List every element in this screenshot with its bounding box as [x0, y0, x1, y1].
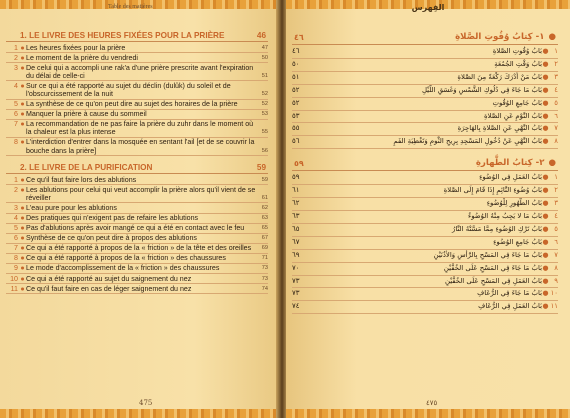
entry-title-arabic: بَابُ مَا لا يَجِبُ مِنْهُ الوُضُوءُ — [468, 211, 542, 220]
entry-page-arabic: ٧٠ — [292, 263, 300, 272]
entry-page-arabic: ٥٥ — [292, 124, 300, 133]
entry-title: Le moment de la prière du vendredi — [26, 53, 138, 62]
toc-entry[interactable] — [6, 43, 268, 53]
running-head-arabic: الفِهرس — [411, 3, 445, 12]
chapter-title: 1. LE LIVRE DES HEURES FIXÉES POUR LA PRIÈRE — [20, 31, 225, 40]
bullet-icon: ● — [20, 203, 25, 212]
entry-number-arabic: ٦ — [554, 237, 558, 246]
entry-title: Ce qu'il faut faire en cas de léger saignement du nez — [26, 284, 192, 293]
entry-title-arabic: بَابُ جَامِعِ الوُضُوءِ — [493, 237, 542, 246]
entry-number: 11 — [10, 284, 18, 293]
entry-title-arabic: بَابُ العَمَلِ فِي المَسْحِ عَلَى الخُفَّيْنِ — [444, 276, 542, 285]
bullet-icon: ● — [20, 244, 25, 253]
toc-entry-arabic[interactable] — [292, 98, 558, 111]
chapter-page-arabic: ٥٩ — [294, 158, 304, 168]
chapter-page-arabic: ٤٦ — [294, 32, 304, 42]
entry-page-arabic: ٦٥ — [292, 224, 300, 233]
entry-page-arabic: ٥٦ — [292, 137, 300, 146]
bullet-icon: ● — [542, 111, 549, 120]
toc-entry-arabic[interactable] — [292, 263, 558, 276]
entry-page: 53 — [261, 111, 268, 118]
entry-title: Ce qui a été rapporté à propos de la « friction » des chaussures — [26, 254, 226, 263]
entry-page: 47 — [261, 44, 268, 51]
chapter-title: 2. LE LIVRE DE LA PURIFICATION — [20, 163, 153, 173]
toc-entry[interactable] — [6, 264, 268, 274]
toc-entry-arabic[interactable] — [292, 237, 558, 250]
bullet-icon: ● — [542, 276, 549, 285]
toc-entry-arabic[interactable] — [292, 276, 558, 289]
chapter-title-arabic: ٢- كِتابُ الطَّهارةِ — [475, 158, 545, 169]
entry-number-arabic: ٥ — [554, 224, 558, 233]
bullet-icon: ● — [542, 211, 549, 220]
bullet-icon: ● — [548, 32, 556, 42]
bullet-icon: ● — [542, 302, 549, 311]
bullet-icon: ● — [548, 158, 556, 169]
entry-number-arabic: ١ — [554, 173, 558, 182]
entry-title: Pas d'ablutions après avoir mangé ce qui a été en contact avec le feu — [26, 224, 245, 233]
entry-title-arabic: بَابُ العَمَلِ فِي الرُّعَافِ — [478, 302, 542, 311]
entry-title-arabic: بَابُ العَمَلِ فِي الوُضُوءِ — [479, 173, 542, 182]
toc-entry[interactable] — [6, 254, 268, 264]
chapter-heading-arabic[interactable] — [292, 30, 558, 45]
entry-title: Le mode d'accomplissement de la « friction » des chaussures — [26, 264, 220, 273]
bullet-icon: ● — [20, 185, 25, 194]
entry-page: 61 — [261, 194, 268, 201]
entry-number: 8 — [14, 254, 18, 263]
entry-title: Synthèse de ce qu'on peut dire à propos des ablutions — [26, 234, 197, 243]
bullet-icon: ● — [20, 284, 25, 293]
right-page — [286, 0, 570, 418]
toc-entry[interactable] — [6, 175, 268, 185]
entry-page: 52 — [261, 90, 268, 97]
toc-arabic — [292, 30, 558, 314]
entry-page: 52 — [261, 101, 268, 108]
entry-title: La recommandation de ne pas faire la prière du zuhr dans le moment où la chaleur est la plus intense — [26, 120, 254, 137]
entry-number: 10 — [10, 274, 18, 283]
toc-entry-arabic[interactable] — [292, 59, 558, 72]
entry-number-arabic: ٧ — [554, 124, 558, 133]
entry-page: 69 — [261, 245, 268, 252]
entry-number: 4 — [14, 81, 18, 90]
toc-entry-arabic[interactable] — [292, 288, 558, 301]
toc-entry[interactable] — [6, 110, 268, 120]
bullet-icon: ● — [542, 237, 549, 246]
entry-title: Les heures fixées pour la prière — [26, 43, 126, 52]
entry-title: Des pratiques qui n'exigent pas de refaire les ablutions — [26, 214, 199, 222]
toc-entry-arabic[interactable] — [292, 72, 558, 85]
entry-title-arabic: بَابُ وُقُوتِ الصَّلاةِ — [492, 47, 542, 55]
entry-page-arabic: ٧٣ — [292, 276, 300, 285]
toc-entry-arabic[interactable] — [292, 85, 558, 98]
entry-page: 73 — [261, 265, 268, 272]
bullet-icon: ● — [542, 124, 549, 133]
bullet-icon: ● — [20, 120, 25, 129]
chapter-page: 46 — [256, 31, 266, 40]
entry-page-arabic: ٦٧ — [292, 237, 300, 246]
entry-page: 63 — [261, 215, 268, 221]
entry-page-arabic: ٦٩ — [292, 250, 300, 259]
entry-title-arabic: بَابُ جَامِعِ الوُقُوتِ — [492, 98, 542, 107]
entry-page: 55 — [261, 129, 268, 136]
chapter-heading-arabic[interactable] — [292, 156, 558, 171]
entry-number-arabic: ٦ — [554, 111, 558, 120]
bullet-icon: ● — [542, 199, 549, 208]
entry-number-arabic: ١ — [554, 47, 558, 55]
entry-number: 5 — [14, 224, 18, 233]
entry-page: 50 — [261, 54, 268, 61]
entry-number-arabic: ١٠ — [550, 289, 558, 298]
page-number-arabic: ٤٧٥ — [426, 399, 438, 407]
toc-entry[interactable] — [6, 284, 268, 294]
entry-number-arabic: ٤ — [554, 85, 558, 94]
bullet-icon: ● — [20, 254, 25, 263]
entry-page-arabic: ٥٢ — [292, 98, 300, 107]
toc-entry-arabic[interactable] — [292, 211, 558, 224]
decorative-border-bottom — [286, 409, 570, 418]
entry-page-arabic: ٥٣ — [292, 111, 300, 120]
entry-number: 6 — [14, 110, 18, 119]
entry-page: 73 — [261, 275, 268, 282]
entry-number-arabic: ١١ — [550, 302, 558, 311]
toc-entry[interactable] — [6, 53, 268, 63]
entry-title: Sur ce qui a été rapporté au sujet du déclin (dulûk) du soleil et de l'obscurcissement de la nuit — [26, 81, 231, 98]
bullet-icon: ● — [542, 98, 549, 107]
entry-page: 71 — [261, 255, 268, 262]
bullet-icon: ● — [542, 224, 549, 233]
bullet-icon: ● — [20, 43, 25, 52]
bullet-icon: ● — [20, 224, 25, 233]
toc-french — [6, 30, 268, 294]
bullet-icon: ● — [542, 263, 549, 272]
entry-page: 51 — [261, 72, 268, 79]
bullet-icon: ● — [542, 173, 549, 182]
bullet-icon: ● — [20, 53, 25, 62]
entry-title-arabic: بَابُ مَا جَاءَ فِي المَسْحِ عَلَى الخُفَّيْنِ — [443, 263, 542, 272]
entry-page-arabic: ٥١ — [292, 72, 300, 81]
chapter-heading[interactable] — [6, 30, 268, 42]
entry-number: 4 — [14, 214, 18, 222]
bullet-icon: ● — [20, 100, 25, 109]
entry-page: 56 — [261, 147, 268, 154]
entry-number: 6 — [14, 234, 18, 243]
toc-entry[interactable] — [6, 81, 268, 99]
toc-entry[interactable] — [6, 100, 268, 110]
toc-entry-arabic[interactable] — [292, 224, 558, 237]
entry-number-arabic: ٢ — [554, 59, 558, 68]
entry-number-arabic: ٩ — [554, 276, 558, 285]
entry-title-arabic: بَابُ تَرْكِ الوُضُوءِ مِمَّا مَسَّتْهُ النَّارُ — [452, 224, 542, 233]
bullet-icon: ● — [20, 63, 25, 72]
bullet-icon: ● — [20, 274, 25, 283]
toc-entry[interactable] — [6, 203, 268, 213]
entry-title: Manquer la prière à cause du sommeil — [26, 110, 147, 119]
entry-title: De celui qui a accompli une rak'a d'une prière prescrite avant l'expiration du délai de celle-ci — [26, 63, 254, 80]
entry-number: 1 — [14, 175, 18, 184]
toc-entry[interactable] — [6, 214, 268, 224]
entry-page-arabic: ٥٠ — [292, 59, 300, 68]
entry-title-arabic: بَابُ النَّوْمِ عَنِ الصَّلاةِ — [483, 111, 542, 120]
bullet-icon: ● — [542, 72, 549, 81]
entry-title: Les ablutions pour celui qui veut accomplir la prière alors qu'il vient de se réveiller — [26, 185, 256, 202]
toc-entry[interactable] — [6, 234, 268, 244]
entry-title-arabic: بَابُ مَا جَاءَ فِي المَسْحِ بِالرَّأْسِ وَالأُذُنَيْنِ — [433, 250, 542, 259]
entry-page-arabic: ٦٢ — [292, 199, 300, 208]
entry-page: 65 — [261, 225, 268, 232]
toc-entry-arabic[interactable] — [292, 111, 558, 124]
entry-number: 9 — [14, 264, 18, 273]
entry-title-arabic: بَابُ وُضُوءِ النَّائِمِ إِذَا قَامَ إِلَى الصَّلاةِ — [443, 186, 542, 195]
entry-number: 2 — [14, 185, 18, 194]
toc-entry-arabic[interactable] — [292, 250, 558, 263]
entry-number-arabic: ٥ — [554, 98, 558, 107]
entry-title: L'eau pure pour les ablutions — [26, 203, 117, 212]
toc-entry-arabic[interactable] — [292, 198, 558, 211]
entry-page: 74 — [261, 285, 268, 292]
bullet-icon: ● — [20, 175, 25, 184]
entry-number-arabic: ٣ — [554, 199, 558, 208]
bullet-icon: ● — [20, 264, 25, 273]
entry-number-arabic: ٢ — [554, 186, 558, 195]
entry-title-arabic: بَابُ النَّهْيِ عَنْ دُخُولِ المَسْجِدِ بِرِيحِ الثُّومِ وَتَغْطِيَةِ الفَمِ — [393, 137, 542, 146]
entry-number-arabic: ٣ — [554, 72, 558, 81]
entry-number: 3 — [14, 203, 18, 212]
entry-number-arabic: ٧ — [554, 250, 558, 259]
entry-page-arabic: ٥٢ — [292, 85, 300, 94]
toc-entry-arabic[interactable] — [292, 172, 558, 185]
entry-title-arabic: بَابُ وَقْتِ الجُمُعَةِ — [494, 59, 542, 68]
page-number: 475 — [139, 399, 153, 407]
entry-page-arabic: ٧٤ — [292, 302, 300, 311]
entry-number: 3 — [14, 63, 18, 72]
entry-title-arabic: بَابُ مَا جَاءَ فِي الرُّعَافِ — [477, 289, 542, 298]
entry-number-arabic: ٨ — [554, 137, 558, 146]
left-page — [0, 0, 278, 418]
entry-page-arabic: ٤٦ — [292, 47, 300, 55]
entry-title: Ce qu'il faut faire lors des ablutions — [26, 175, 137, 184]
decorative-border-bottom — [0, 409, 278, 418]
entry-title: La synthèse de ce qu'on peut dire au sujet des horaires de la prière — [26, 100, 238, 109]
entry-number: 8 — [14, 138, 18, 147]
chapter-heading[interactable] — [6, 162, 268, 174]
toc-entry-arabic[interactable] — [292, 136, 558, 149]
entry-title-arabic: بَابُ مَا جَاءَ فِي دُلُوكِ الشَّمْسِ وَغَسَقِ اللَّيْلِ — [421, 85, 542, 94]
entry-number: 5 — [14, 100, 18, 109]
bullet-icon: ● — [20, 214, 25, 222]
entry-title-arabic: بَابُ الطَّهُورِ لِلْوُضُوءِ — [486, 199, 542, 208]
bullet-icon: ● — [20, 234, 25, 243]
entry-title-arabic: بَابُ النَّهْيِ عَنِ الصَّلاةِ بِالهَاجِرَةِ — [457, 124, 542, 133]
toc-entry[interactable] — [6, 185, 268, 203]
toc-entry-arabic[interactable] — [292, 123, 558, 136]
bullet-icon: ● — [20, 138, 25, 147]
chapter-title-arabic: ١- كِتابُ وُقُوتِ الصَّلاةِ — [455, 32, 545, 42]
toc-entry-arabic[interactable] — [292, 301, 558, 314]
entry-number: 2 — [14, 53, 18, 62]
toc-entry[interactable] — [6, 138, 268, 156]
bullet-icon: ● — [542, 85, 549, 94]
entry-page-arabic: ٦٣ — [292, 211, 300, 220]
toc-entry-arabic[interactable] — [292, 185, 558, 198]
entry-page-arabic: ٥٩ — [292, 173, 300, 182]
toc-entry[interactable] — [6, 63, 268, 81]
bullet-icon: ● — [542, 47, 549, 55]
entry-number-arabic: ٨ — [554, 263, 558, 272]
entry-title: Ce qui a été rapporté au sujet du saignement du nez — [26, 274, 192, 283]
bullet-icon: ● — [542, 289, 549, 298]
entry-page: 59 — [261, 176, 268, 183]
entry-number: 7 — [14, 244, 18, 253]
chapter-page: 59 — [256, 163, 266, 173]
toc-entry-arabic[interactable] — [292, 46, 558, 59]
entry-title: Ce qui a été rapporté à propos de la « friction » de la tête et des oreilles — [26, 244, 252, 253]
entry-page: 67 — [261, 235, 268, 242]
entry-number: 7 — [14, 120, 18, 129]
entry-title: L'interdiction d'entrer dans la mosquée en sentant l'ail [et de se couvrir la bouche dans la prière] — [26, 138, 255, 155]
bullet-icon: ● — [542, 250, 549, 259]
entry-page-arabic: ٦١ — [292, 186, 300, 195]
bullet-icon: ● — [542, 186, 549, 195]
toc-entry[interactable] — [6, 224, 268, 234]
bullet-icon: ● — [20, 110, 25, 119]
bullet-icon: ● — [542, 137, 549, 146]
entry-page-arabic: ٧٣ — [292, 289, 300, 298]
entry-number: 1 — [14, 43, 18, 52]
entry-page: 62 — [261, 204, 268, 211]
bullet-icon: ● — [542, 59, 549, 68]
toc-entry[interactable] — [6, 274, 268, 284]
bullet-icon: ● — [20, 81, 25, 90]
toc-entry[interactable] — [6, 120, 268, 138]
entry-number-arabic: ٤ — [554, 211, 558, 220]
toc-entry[interactable] — [6, 244, 268, 254]
entry-title-arabic: بَابُ مَنْ أَدْرَكَ رَكْعَةً مِنَ الصَّلاةِ — [457, 72, 542, 81]
running-head: Table des matières — [108, 4, 153, 10]
